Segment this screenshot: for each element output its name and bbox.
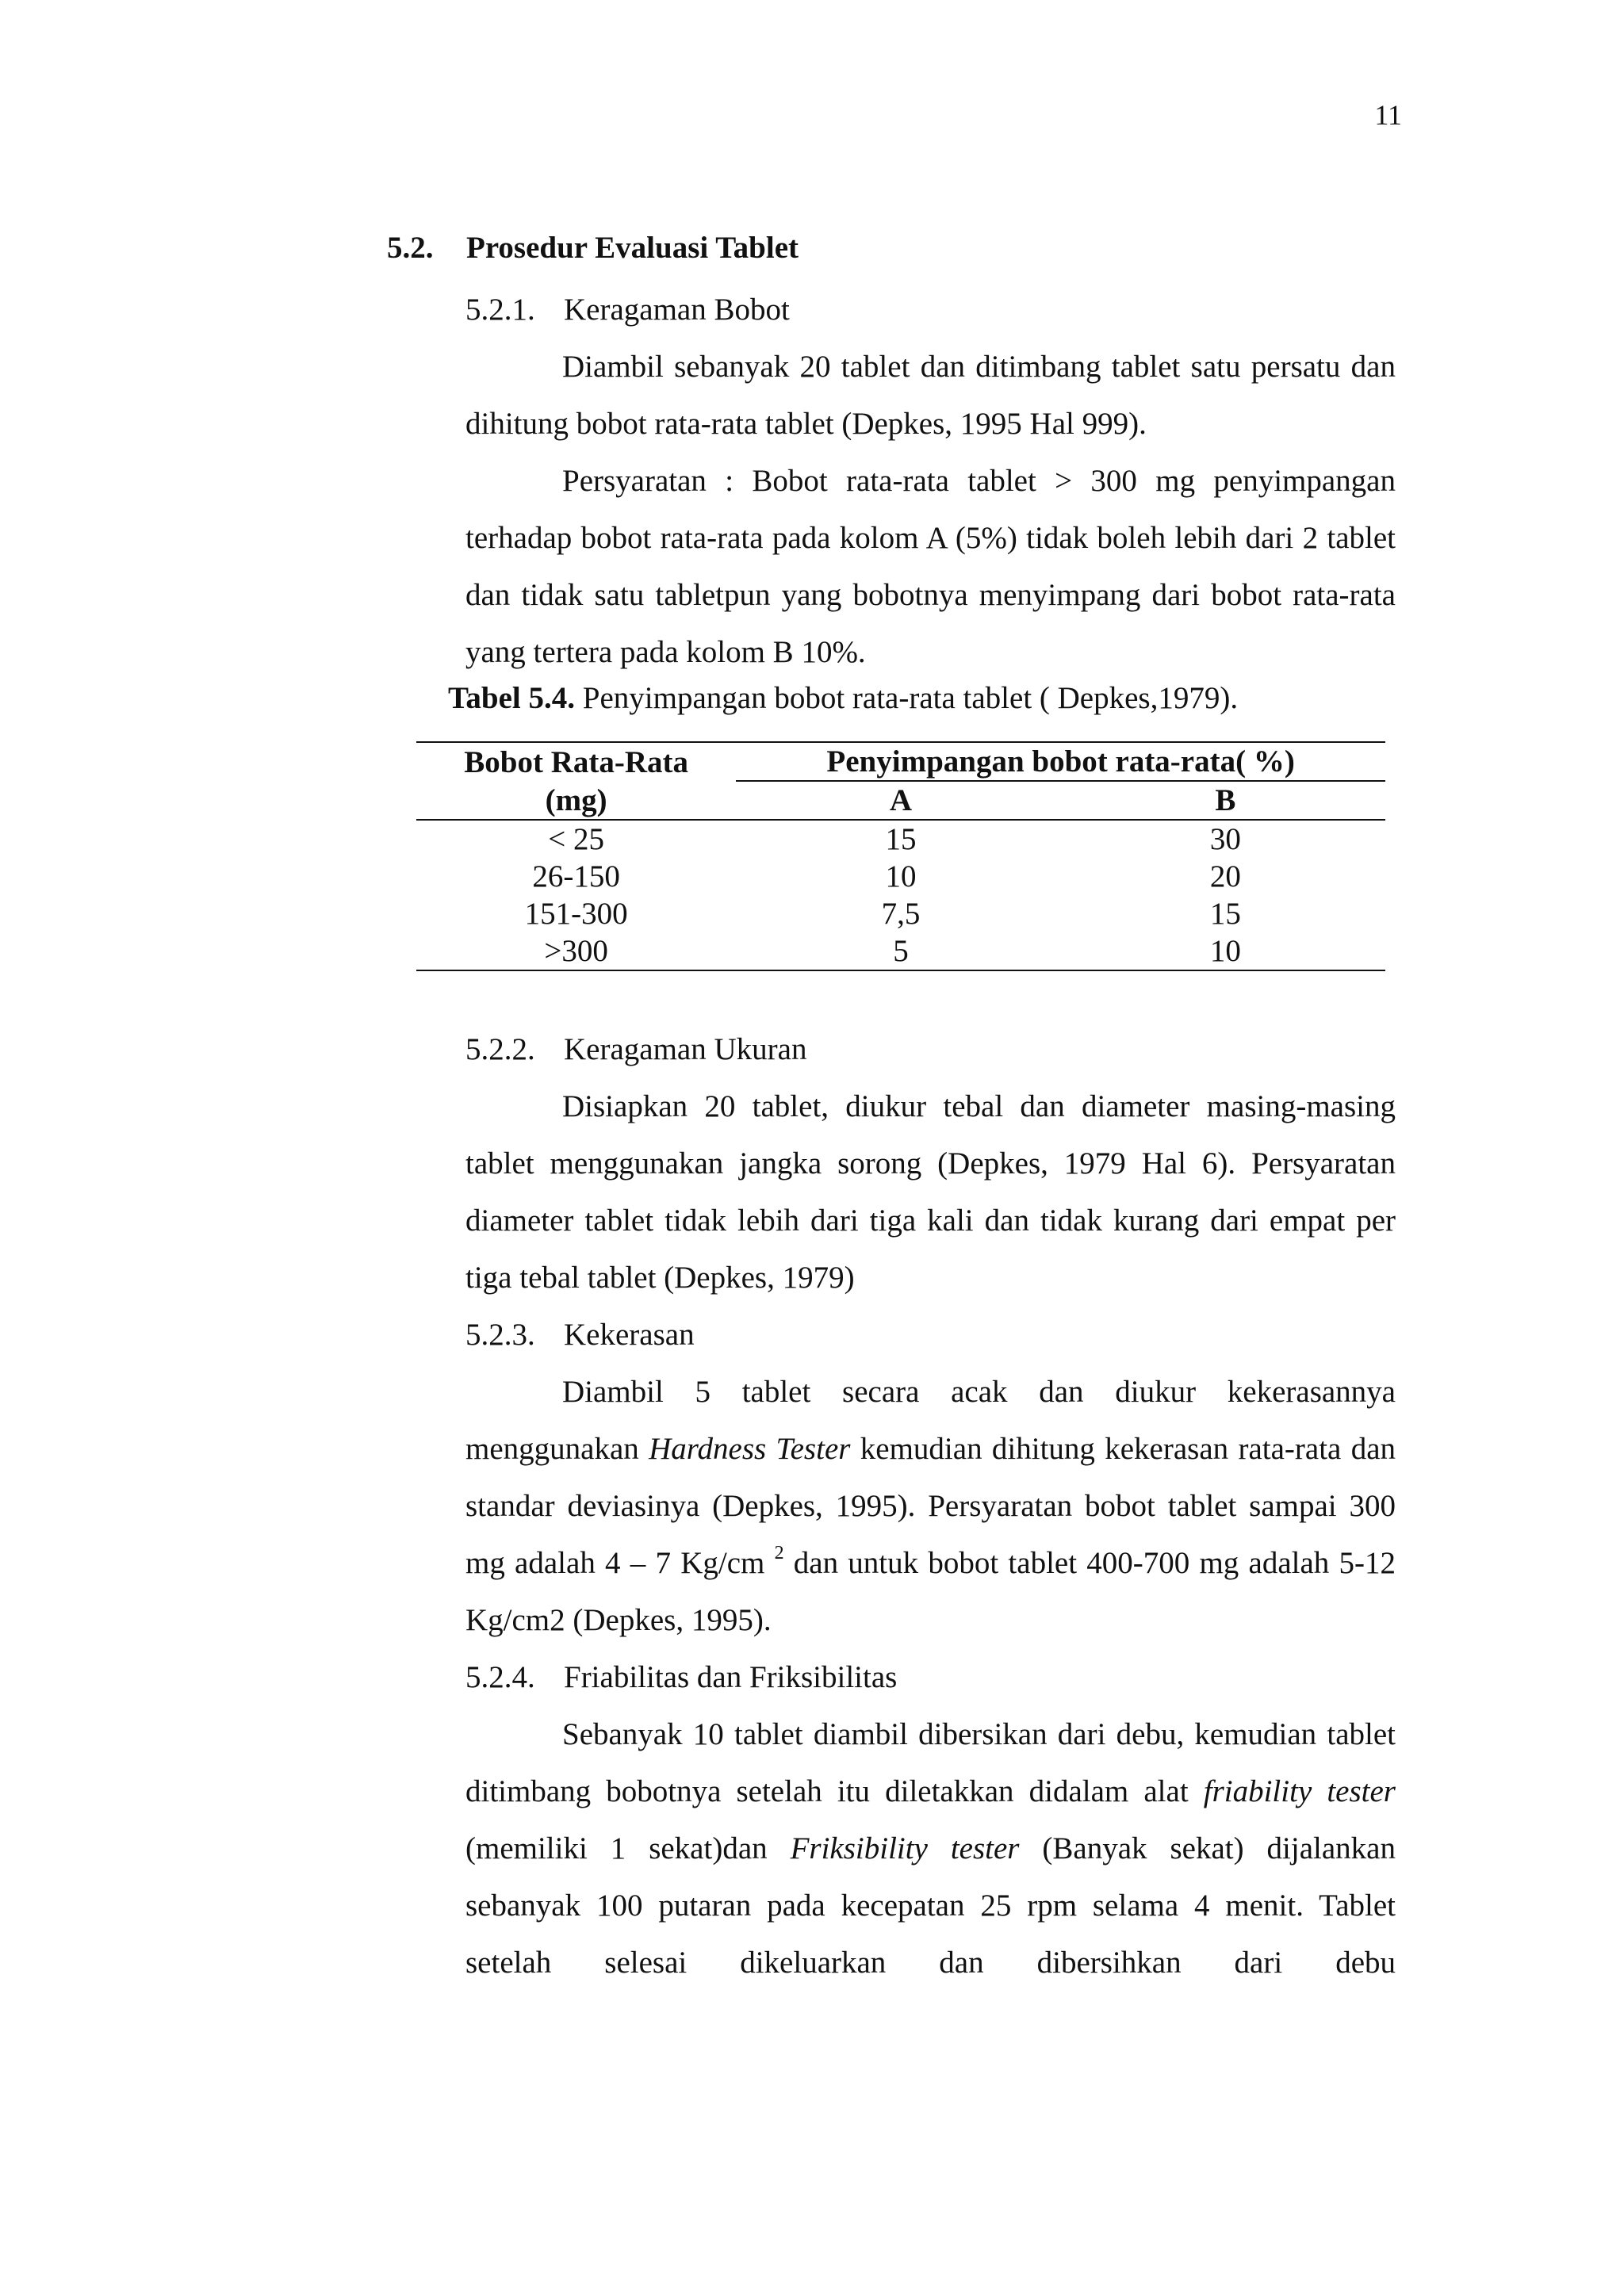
subsection-keragaman-ukuran: [465, 1021, 1396, 1992]
superscript: 2: [774, 1543, 784, 1563]
table-row: [416, 858, 1385, 895]
section-number: 5.2.: [387, 231, 434, 265]
paragraph: Persyaratan : Bobot rata-rata tablet > 300 mg penyimpangan terhadap bobot rata-rata pada kolom A (5%) tidak boleh lebih dari 2 tablet dan tidak satu tabletpun yang bobotnya menyimpang dari bobot rata-rata yang tertera pada kolom B 10%.: [465, 464, 1396, 669]
header-bobot-unit: (mg): [545, 783, 607, 817]
table-row: [416, 820, 1385, 858]
page-number: 11: [1374, 99, 1402, 131]
italic-term: Friksibility tester: [790, 1831, 1020, 1866]
table-caption: [448, 680, 1238, 716]
paragraph: Disiapkan 20 tablet, diukur tebal dan diameter masing-masing tablet menggunakan jangka sorong (Depkes, 1979 Hal 6). Persyaratan diameter tablet tidak lebih dari tiga kali dan tidak kurang dari empat per tiga tebal tablet (Depkes, 1979): [465, 1089, 1396, 1295]
subsection-title: Kekerasan: [564, 1318, 695, 1352]
subsection-number: 5.2.3.: [465, 1318, 535, 1352]
cell-b: 30: [1209, 822, 1241, 856]
subsection-title: Friabilitas dan Friksibilitas: [564, 1660, 898, 1694]
cell-b: 15: [1209, 897, 1241, 931]
subsection-number: 5.2.2.: [465, 1032, 535, 1066]
paragraph: Sebanyak 10 tablet diambil dibersikan dari debu, kemudian tablet ditimbang bobotnya setelah itu diletakkan didalam alat friability tester (memiliki 1 sekat)dan Friksibility tester (Banyak sekat) dijalankan sebanyak 100 putaran pada kecepatan 25 rpm selama 4 menit. Tablet setelah selesai dikeluarkan dan dibersihkan dari debu: [465, 1717, 1396, 1980]
cell-a: 15: [885, 822, 917, 856]
cell-bobot: 151-300: [524, 897, 628, 931]
cell-bobot: >300: [544, 934, 608, 968]
paragraph: Diambil sebanyak 20 tablet dan ditimbang tablet satu persatu dan dihitung bobot rata-rata tablet (Depkes, 1995 Hal 999).: [465, 350, 1396, 441]
deviation-table: [416, 741, 1385, 971]
section-heading: [387, 230, 799, 266]
subsection-heading: [465, 1307, 1396, 1364]
subsection-title: Keragaman Bobot: [564, 293, 790, 327]
table-row: [416, 895, 1385, 932]
table-caption-text: Penyimpangan bobot rata-rata tablet ( Depkes,1979).: [575, 681, 1239, 715]
header-a: A: [889, 783, 913, 817]
cell-bobot: 26-150: [532, 859, 620, 894]
table-caption-label: Tabel 5.4.: [448, 681, 576, 715]
subsection-keragaman-bobot: [465, 281, 1396, 681]
cell-a: 5: [893, 934, 909, 968]
header-group: Penyimpangan bobot rata-rata( %): [736, 742, 1385, 781]
italic-term: friability tester: [1203, 1774, 1396, 1808]
header-b: B: [1215, 783, 1236, 817]
header-bobot: Bobot Rata-Rata: [464, 744, 688, 779]
cell-a: 7,5: [881, 897, 921, 931]
subsection-heading: [465, 1021, 1396, 1078]
cell-bobot: < 25: [548, 822, 604, 856]
cell-a: 10: [885, 859, 917, 894]
subsection-heading: [465, 281, 1396, 339]
cell-b: 10: [1209, 934, 1241, 968]
subsection-number: 5.2.4.: [465, 1660, 535, 1694]
section-title: Prosedur Evaluasi Tablet: [466, 231, 799, 265]
table-row: [416, 932, 1385, 970]
cell-b: 20: [1209, 859, 1241, 894]
italic-term: Hardness Tester: [649, 1432, 851, 1466]
subsection-number: 5.2.1.: [465, 293, 535, 327]
paragraph: Diambil 5 tablet secara acak dan diukur kekerasannya menggunakan Hardness Tester kemudian dihitung kekerasan rata-rata dan standar deviasinya (Depkes, 1995). Persyaratan bobot tablet sampai 300 mg adalah 4 – 7 Kg/cm $^2$ dan untuk bobot tablet 400-700 mg adalah 5-12 Kg/cm2 (Depkes, 1995).: [465, 1375, 1396, 1637]
subsection-title: Keragaman Ukuran: [564, 1032, 807, 1066]
subsection-heading: [465, 1649, 1396, 1706]
